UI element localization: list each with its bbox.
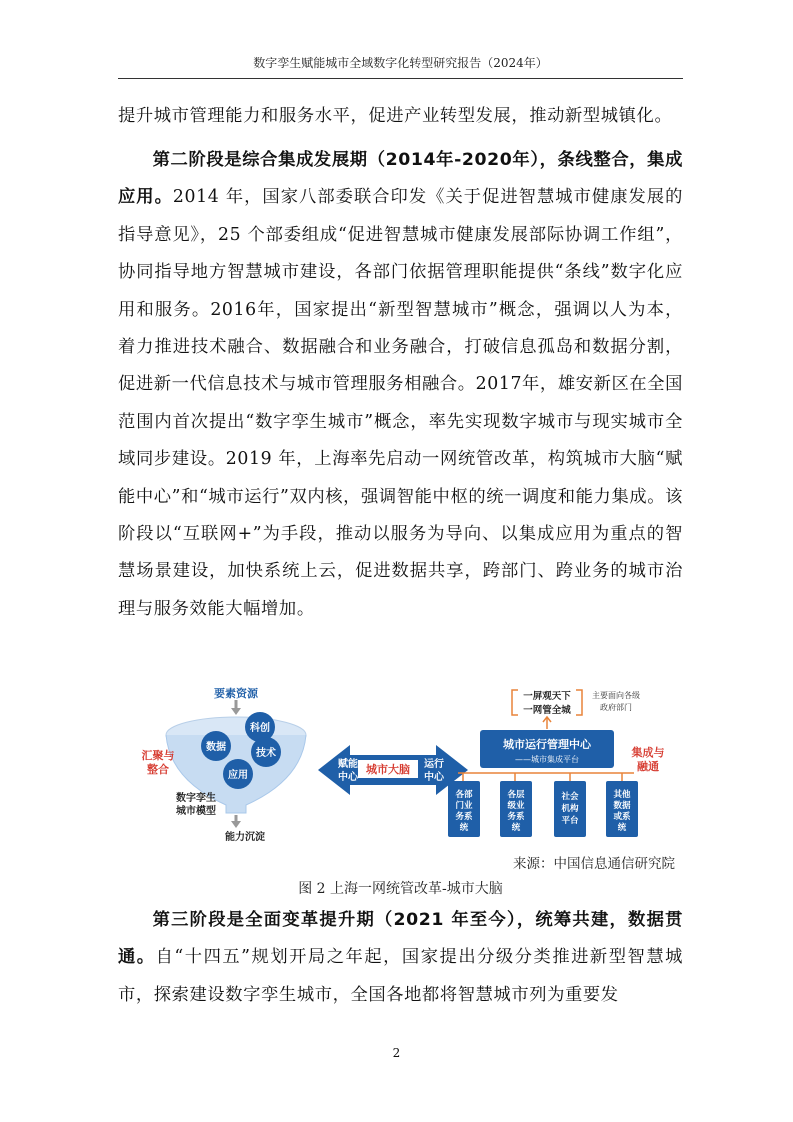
operation-center-subtitle: ——城市集成平台 xyxy=(515,755,579,764)
svg-text:统: 统 xyxy=(511,823,521,833)
paragraph-3-body: 自“十四五”规划开局之年起，国家提出分级分类推进新型智慧城市，探索建设数字孪生城市，全国各地都将智慧城市列为重要发 xyxy=(118,947,683,1005)
top-item-1: 一屏观天下 xyxy=(523,691,571,702)
sub-box-2 xyxy=(500,781,532,837)
connector-drops xyxy=(463,773,622,781)
svg-text:机构: 机构 xyxy=(561,804,579,814)
svg-text:其他: 其他 xyxy=(613,790,631,800)
funnel-label-kechuang: 科创 xyxy=(250,723,270,734)
integrate-label-line1: 集成与 xyxy=(631,746,665,759)
sub-box-4 xyxy=(606,781,638,837)
svg-text:平台: 平台 xyxy=(561,816,579,826)
svg-text:务系: 务系 xyxy=(507,812,525,822)
model-label-line2: 城市模型 xyxy=(176,806,216,817)
svg-text:统: 统 xyxy=(617,823,627,833)
resources-label: 要素资源 xyxy=(214,687,258,700)
city-brain-figure xyxy=(118,685,683,845)
arrow-left-line1: 赋能 xyxy=(338,759,358,770)
arrow-left-line2: 中心 xyxy=(338,772,358,783)
sub-box-1 xyxy=(448,781,480,837)
paragraph-2-body: 2014 年，国家八部委联合印发《关于促进智慧城市健康发展的指导意见》，25 个部委组成“促进智慧城市健康发展部际协调工作组”，协同指导地方智慧城市建设，各部门依据管理职能提供“条线”数字化应用和服务。2016年，国家提出“新型智慧城市”概念，强调以人为本，着力推进技术融合、数据融合和业务融合，打破信息孤岛和数据分割，促进新一代信息技术与城市管理服务相融合。2017年，雄安新区在全国范围内首次提出“数字孪生城市”概念，率先实现数字城市与现实城市全域同步建设。2019 年，上海率先启动一网统管改革，构筑城市大脑“赋能中心”和“城市运行”双内核，强调智能中枢的统一调度和能力集成。该阶段以“互联网+”为手段，推动以服务为导向、以集成应用为重点的智慧场景建设，加快系统上云，促进数据共享，跨部门、跨业务的城市治理与服务效能大幅增加。 xyxy=(118,187,683,619)
funnel-in-arrowhead xyxy=(231,708,241,715)
arrow-right-line1: 运行 xyxy=(424,759,444,770)
funnel-out-arrowhead xyxy=(231,821,241,828)
svg-text:统: 统 xyxy=(459,823,469,833)
city-brain-label: 城市大脑 xyxy=(366,763,410,776)
paragraph-3 xyxy=(118,902,683,1014)
paragraph-3-lead: 第三阶段是全面变革提升期（2021 年至今），统筹共建，数据贯通。 xyxy=(118,910,683,968)
operation-center-title: 城市运行管理中心 xyxy=(503,738,591,751)
paragraph-2 xyxy=(118,142,683,628)
figure-caption: 图 2 上海一网统管改革-城市大脑 xyxy=(298,881,503,897)
integrate-label-line2: 融通 xyxy=(637,760,659,773)
top-item-2: 一网管全城 xyxy=(523,705,571,716)
svg-text:门业: 门业 xyxy=(455,801,473,811)
paragraph-1: 提升城市管理能力和服务水平，促进产业转型发展，推动新型城镇化。 xyxy=(118,106,673,126)
gather-label-line1: 汇聚与 xyxy=(141,749,175,762)
svg-text:级业: 级业 xyxy=(507,801,525,811)
model-label-line1: 数字孪生 xyxy=(176,793,216,804)
top-bracket-left xyxy=(512,690,518,715)
figure-source: 来源：中国信息通信研究院 xyxy=(513,856,675,872)
funnel-label-app: 应用 xyxy=(228,770,248,781)
funnel-label-data: 数据 xyxy=(206,742,226,753)
capability-label: 能力沉淀 xyxy=(225,832,265,843)
svg-text:各部: 各部 xyxy=(455,790,473,800)
svg-text:或系: 或系 xyxy=(613,812,631,822)
top-bracket-right xyxy=(576,690,582,715)
svg-text:社会: 社会 xyxy=(561,792,579,802)
top-note-line2: 政府部门 xyxy=(600,703,632,712)
arrow-right-line2: 中心 xyxy=(424,772,444,783)
funnel-label-tech: 技术 xyxy=(256,748,276,759)
paragraph-2-lead: 第二阶段是综合集成发展期（2014年-2020年），条线整合，集成应用。 xyxy=(118,150,683,208)
svg-text:各层: 各层 xyxy=(507,790,525,800)
svg-text:数据: 数据 xyxy=(613,801,631,811)
svg-text:务系: 务系 xyxy=(455,812,473,822)
top-note-line1: 主要面向各级 xyxy=(592,691,640,700)
running-header: 数字孪生赋能城市全域数字化转型研究报告（2024年） xyxy=(118,50,683,79)
sub-box-3 xyxy=(554,781,586,837)
page-number: 2 xyxy=(392,1046,401,1060)
gather-label-line2: 整合 xyxy=(147,763,169,776)
